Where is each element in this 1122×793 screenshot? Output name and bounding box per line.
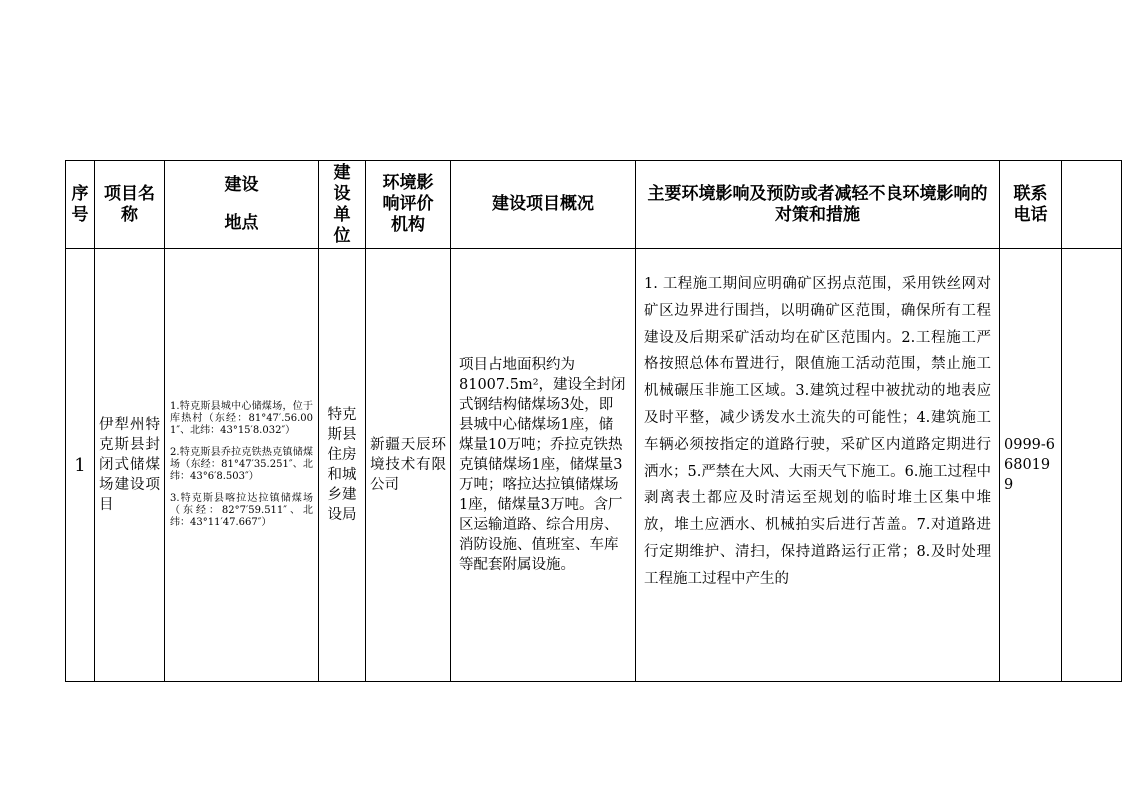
header-eia-agency: 环境影响评价机构 <box>366 161 451 249</box>
row-locations <box>165 249 319 682</box>
row-builder: 特克斯县住房和城乡建设局 <box>319 249 366 682</box>
header-phone: 联系电话 <box>1000 161 1062 249</box>
row-project-name: 伊犁州特克斯县封闭式储煤场建设项目 <box>95 249 165 682</box>
header-index: 序号 <box>66 161 95 249</box>
header-extra <box>1062 161 1122 249</box>
header-project-name: 项目名称 <box>95 161 165 249</box>
header-row <box>66 161 1122 249</box>
row-measures <box>636 249 1000 682</box>
row-index: 1 <box>66 249 95 682</box>
row-eia-agency: 新疆天辰环境技术有限公司 <box>366 249 451 682</box>
row-extra <box>1062 249 1122 682</box>
header-location-line2: 地点 <box>224 213 259 233</box>
eia-table <box>65 160 1122 682</box>
header-builder: 建设单位 <box>319 161 366 249</box>
measures-text: 1. 工程施工期间应明确矿区拐点范围，采用铁丝网对矿区边界进行围挡，以明确矿区范围，确保所有工程建设及后期采矿活动均在矿区范围内。2.工程施工严格按照总体布置进行，限值施工活动范围，禁止施工机械碾压非施工区域。3.建筑过程中被扰动的地表应及时平整，减少诱发水土流失的可能性；4.建筑施工车辆必须按指定的道路行驶，采矿区内道路定期进行洒水；5.严禁在大风、大雨天气下施工。6.施工过程中剥离表土都应及时清运至规划的临时堆土区集中堆放，堆土应洒水、机械拍实后进行苫盖。7.对道路进行定期维护、清扫，保持道路运行正常；8.及时处理工程施工过程中产生的 <box>644 276 991 587</box>
header-location <box>165 161 319 249</box>
location-item-2: 2.特克斯县乔拉克铁热克镇储煤场（东经：81°47′35.251″、北纬：43°6′8.503″） <box>170 447 313 482</box>
header-location-line1: 建设 <box>224 175 259 195</box>
header-measures: 主要环境影响及预防或者减轻不良环境影响的对策和措施 <box>636 161 1000 249</box>
row-overview: 项目占地面积约为81007.5m²，建设全封闭式钢结构储煤场3处，即县城中心储煤场1座，储煤量10万吨；乔拉克铁热克镇储煤场1座，储煤量3万吨；喀拉达拉镇储煤场1座，储煤量3万吨。含厂区运输道路、综合用房、消防设施、值班室、车库等配套附属设施。 <box>451 249 636 682</box>
row-phone: 0999-6680199 <box>1000 249 1062 682</box>
location-item-1: 1.特克斯县城中心储煤场，位于库热村（东经：81°47′.56.001″、北纬：43°15′8.032″） <box>170 401 313 436</box>
header-overview: 建设项目概况 <box>451 161 636 249</box>
location-item-3: 3.特克斯县喀拉达拉镇储煤场（东经：82°7′59.511″、北纬：43°11′47.667″） <box>170 493 313 528</box>
table-row <box>66 249 1122 682</box>
